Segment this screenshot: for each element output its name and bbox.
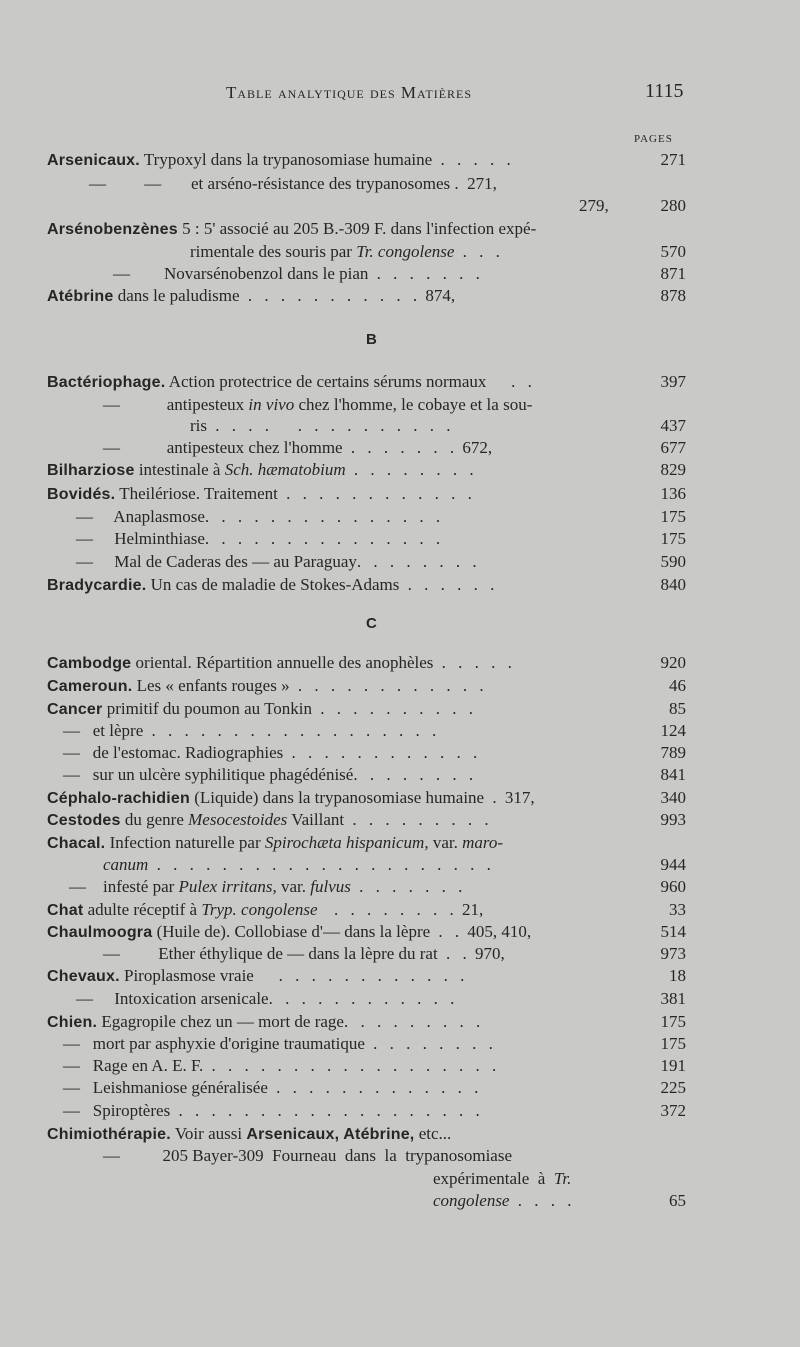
page-ref-mid: 970,: [470, 944, 505, 963]
page-ref: 871: [660, 264, 686, 283]
page-ref-mid: 405, 410,: [463, 922, 532, 941]
page-ref: 960: [660, 877, 686, 896]
entry-text: chez l'homme, le cobaye et la sou-: [294, 395, 533, 414]
entry-text: du genre: [120, 810, 189, 829]
entry-text: intestinale à: [134, 460, 225, 479]
leader-dots: . .: [437, 944, 471, 963]
running-head: [0, 80, 800, 110]
index-entry: [0, 653, 800, 677]
leader-dots: . .: [486, 372, 536, 391]
index-entry: [0, 1124, 800, 1148]
index-entry: [0, 484, 800, 508]
section-letter-c: C: [366, 615, 377, 632]
leader-dots: . . . . . . . . .: [344, 810, 493, 829]
leader-dots: . . . . . . . . . .: [312, 699, 478, 718]
entry-text: var.: [276, 877, 311, 896]
page-ref: 65: [669, 1191, 686, 1210]
entry-text: — Novarsénobenzol dans le pian: [113, 264, 369, 283]
leader-dots: . . . . . . .: [342, 438, 459, 457]
page-ref: 191: [660, 1056, 686, 1075]
index-entry: [0, 219, 800, 243]
page-ref: 993: [660, 810, 686, 829]
page-ref: 841: [660, 765, 686, 784]
index-entry: [0, 1034, 800, 1058]
index-entry: [0, 1191, 800, 1215]
leader-dots: . . . . . . . . . . . . . . . . . . .: [170, 1101, 484, 1120]
index-entry: [0, 810, 800, 834]
leader-dots: . . .: [454, 242, 504, 261]
page-ref: 920: [660, 653, 686, 672]
leader-dots: . . . . . . . . . . . . . . .: [204, 507, 445, 526]
entry-text: ris: [190, 416, 207, 435]
entry-heading: Cameroun.: [47, 678, 133, 695]
page-ref: 829: [660, 460, 686, 479]
leader-dots: . . . . . . . .: [353, 765, 478, 784]
leader-dots: . . . .: [509, 1191, 576, 1210]
entry-heading: Chien.: [47, 1014, 98, 1031]
page-ref: 878: [660, 286, 686, 305]
entry-italic: Tr.: [553, 1169, 572, 1188]
index-entry: [0, 1078, 800, 1102]
index-entry: [0, 944, 800, 968]
index-entry: [0, 765, 800, 789]
entry-heading: Bradycardie.: [47, 577, 147, 594]
index-entry: [0, 900, 800, 924]
page-ref: 381: [660, 989, 686, 1008]
entry-heading: Bovidés.: [47, 486, 116, 503]
entry-text: — Intoxication arsenicale: [76, 989, 269, 1008]
leader-dots: . . . . . . . .: [345, 460, 478, 479]
leader-dots: . . . . . . . .: [356, 552, 481, 571]
leader-dots: . . . . . . . .: [364, 1034, 497, 1053]
index-entry: [0, 788, 800, 812]
index-entry: [0, 575, 800, 599]
entry-text: adulte réceptif à: [83, 900, 202, 919]
entry-text: primitif du poumon au Tonkin: [102, 699, 313, 718]
page-ref: 46: [669, 676, 686, 695]
page-ref: 18: [669, 966, 686, 985]
page-ref: 973: [660, 944, 686, 963]
leader-dots: . . . . .: [433, 653, 516, 672]
entry-heading: Atébrine: [47, 288, 114, 305]
index-entry: [0, 1101, 800, 1125]
leader-dots: . . . . . . . . . . . .: [283, 743, 482, 762]
entry-text: 5 : 5' associé au 205 B.-309 F. dans l'infection expé-: [177, 219, 537, 238]
entry-text: — antipesteux: [103, 395, 249, 414]
index-entry: [0, 699, 800, 723]
entry-text: Action protectrice de certains sérums normaux: [165, 372, 487, 391]
leader-dots: . . . . . . . . . . . . . . . . . . . . .: [148, 855, 495, 874]
section-letter-b: B: [366, 331, 377, 348]
entry-text: — mort par asphyxie d'origine traumatique: [63, 1034, 365, 1053]
index-entry: [0, 242, 800, 266]
entry-heading: Cestodes: [47, 812, 121, 829]
entry-heading: Chacal.: [47, 835, 106, 852]
page-ref: 677: [660, 438, 686, 457]
leader-dots: . . . . . . . .: [317, 900, 458, 919]
page-ref: 789: [660, 743, 686, 762]
index-entry: [0, 721, 800, 745]
entry-text: rimentale des souris par: [190, 242, 357, 261]
index-entry: [0, 174, 800, 198]
entry-text: etc...: [414, 1124, 452, 1143]
page-ref: 124: [660, 721, 686, 740]
page-ref: 33: [669, 900, 686, 919]
leader-dots: . . . . . . . . . . . . . .: [207, 416, 455, 435]
entry-heading: Chevaux.: [47, 968, 120, 985]
entry-text: — Mal de Caderas des — au Paraguay: [76, 552, 357, 571]
index-entry: [0, 264, 800, 288]
entry-text: Voir aussi: [170, 1124, 247, 1143]
entry-text: — Anaplasmose: [76, 507, 205, 526]
page-number: 1115: [645, 80, 684, 102]
page-ref-mid: 279,: [579, 196, 609, 215]
index-entry: [0, 922, 800, 946]
entry-cross-reference: Arsenicaux, Atébrine,: [246, 1126, 415, 1143]
page-ref: 280: [660, 196, 686, 215]
page-ref: 175: [660, 1034, 686, 1053]
entry-italic: Tr. congolense: [356, 242, 455, 261]
page-ref: 136: [660, 484, 686, 503]
page-ref-mid: 317,: [500, 788, 535, 807]
page-ref: 225: [660, 1078, 686, 1097]
entry-italic: maro-: [462, 833, 504, 852]
index-entry: [0, 529, 800, 553]
index-entry: [0, 507, 800, 531]
index-entry: [0, 552, 800, 576]
page-ref: 340: [660, 788, 686, 807]
index-entry: [0, 196, 800, 220]
entry-text: Piroplasmose vraie: [119, 966, 254, 985]
entry-italic: Sch. hæmatobium: [224, 460, 346, 479]
leader-dots: . . . . . . . . .: [343, 1012, 485, 1031]
leader-dots: .: [484, 788, 501, 807]
entry-text: Vaillant: [287, 810, 345, 829]
entry-text: — Rage en A. E. F.: [63, 1056, 204, 1075]
leader-dots: . . . . . . . . . . . .: [289, 676, 488, 695]
index-entry: [0, 416, 800, 440]
index-entry: [0, 438, 800, 462]
leader-dots: . . . . . . . . . . . .: [268, 989, 459, 1008]
entry-italic: Spirochæta hispanicum,: [264, 833, 429, 852]
leader-dots: . . . . . . . . . . . .: [253, 966, 469, 985]
entry-text: — Spiroptères: [63, 1101, 171, 1120]
entry-heading: Bactériophage.: [47, 374, 166, 391]
leader-dots: . . . . .: [432, 150, 515, 169]
entry-italic: canum: [103, 855, 149, 874]
page-ref: 590: [660, 552, 686, 571]
entry-heading: Céphalo-rachidien: [47, 790, 190, 807]
entry-text: Un cas de maladie de Stokes-Adams: [146, 575, 400, 594]
page-ref: 271: [660, 150, 686, 169]
entry-heading: Chat: [47, 902, 84, 919]
entry-italic: Mesocestoides: [188, 810, 288, 829]
entry-italic: congolense: [433, 1191, 510, 1210]
index-entry: [0, 1169, 800, 1193]
entry-text: oriental. Répartition annuelle des anophèles: [131, 653, 434, 672]
entry-text: Theilériose. Traitement: [115, 484, 278, 503]
index-entry: [0, 966, 800, 990]
entry-text: — sur un ulcère syphilitique phagédénisé: [63, 765, 354, 784]
entry-heading: Cancer: [47, 701, 103, 718]
leader-dots: . . . . . . .: [350, 877, 467, 896]
page-ref: 570: [660, 242, 686, 261]
page-ref: 840: [660, 575, 686, 594]
entry-italic: Pulex irritans,: [178, 877, 277, 896]
page-ref-mid: 874,: [421, 286, 456, 305]
entry-heading: Arsénobenzènes: [47, 221, 178, 238]
entry-text: var.: [428, 833, 463, 852]
entry-heading: Bilharziose: [47, 462, 135, 479]
entry-text: — Leishmaniose généralisée: [63, 1078, 268, 1097]
leader-dots: . . . . . . .: [368, 264, 484, 283]
entry-text: Les « enfants rouges »: [132, 676, 290, 695]
page-ref: 175: [660, 507, 686, 526]
entry-heading: Cambodge: [47, 655, 132, 672]
entry-italic: fulvus: [310, 877, 351, 896]
entry-italic: in vivo: [248, 395, 295, 414]
running-head-title: Table analytique des Matières: [226, 83, 473, 102]
index-entry: [0, 460, 800, 484]
page-ref: 175: [660, 1012, 686, 1031]
index-entry: [0, 286, 800, 310]
entry-text: — de l'estomac. Radiographies: [63, 743, 284, 762]
entry-text: Infection naturelle par: [105, 833, 265, 852]
index-entry: [0, 855, 800, 879]
entry-text: — 205 Bayer-309 Fourneau dans la trypanosomiase: [103, 1146, 512, 1165]
page-ref-mid: 21,: [457, 900, 484, 919]
index-entry: [0, 1056, 800, 1080]
index-entry: [0, 833, 800, 857]
entry-text: — Helminthiase: [76, 529, 205, 548]
entry-text: dans le paludisme: [113, 286, 240, 305]
entry-heading: Arsenicaux.: [47, 152, 140, 169]
page-ref-mid: 672,: [458, 438, 493, 457]
entry-text: (Liquide) dans la trypanosomiase humaine: [189, 788, 485, 807]
entry-heading: Chaulmoogra: [47, 924, 153, 941]
leader-dots: . . . . . . . . . . . . . . . . . .: [143, 721, 441, 740]
index-entry: [0, 989, 800, 1013]
entry-italic: Tryp. congolense: [201, 900, 318, 919]
index-entry: [0, 877, 800, 901]
entry-text: — et lèpre: [63, 721, 144, 740]
page-ref: 397: [660, 372, 686, 391]
page-ref: 85: [669, 699, 686, 718]
entry-text: expérimentale à: [433, 1169, 554, 1188]
index-entry: [0, 743, 800, 767]
index-entry: [0, 372, 800, 396]
page-ref: 437: [660, 416, 686, 435]
entry-heading: Chimiothérapie.: [47, 1126, 171, 1143]
index-entry: [0, 1146, 800, 1170]
entry-text: (Huile de). Collobiase d'— dans la lèpre: [152, 922, 431, 941]
leader-dots: . . . . . . . . . . . . . . .: [204, 529, 445, 548]
leader-dots: . . . . . . . . . . . . .: [267, 1078, 483, 1097]
page-ref: 514: [660, 922, 686, 941]
entry-text: — antipesteux chez l'homme: [103, 438, 343, 457]
leader-dots: . .: [430, 922, 464, 941]
pages-column-label: PAGES: [634, 133, 673, 145]
entry-text: — Ether éthylique de — dans la lèpre du rat: [103, 944, 438, 963]
leader-dots: . . . . . .: [399, 575, 499, 594]
entry-text: Egagropile chez un — mort de rage: [97, 1012, 344, 1031]
leader-dots: . . . . . . . . . . .: [239, 286, 422, 305]
index-entry: [0, 1012, 800, 1036]
index-entry: [0, 676, 800, 700]
page-ref: 372: [660, 1101, 686, 1120]
index-entry: [0, 150, 800, 174]
entry-text: Trypoxyl dans la trypanosomiase humaine: [139, 150, 433, 169]
leader-dots: . . . . . . . . . . . . . . . . . .: [203, 1056, 501, 1075]
page-ref: 944: [660, 855, 686, 874]
entry-text: — infesté par: [69, 877, 179, 896]
leader-dots: . . . . . . . . . . . .: [277, 484, 476, 503]
entry-text: — — et arséno-résistance des trypanosomes . 271,: [89, 174, 497, 193]
page-ref: 175: [660, 529, 686, 548]
